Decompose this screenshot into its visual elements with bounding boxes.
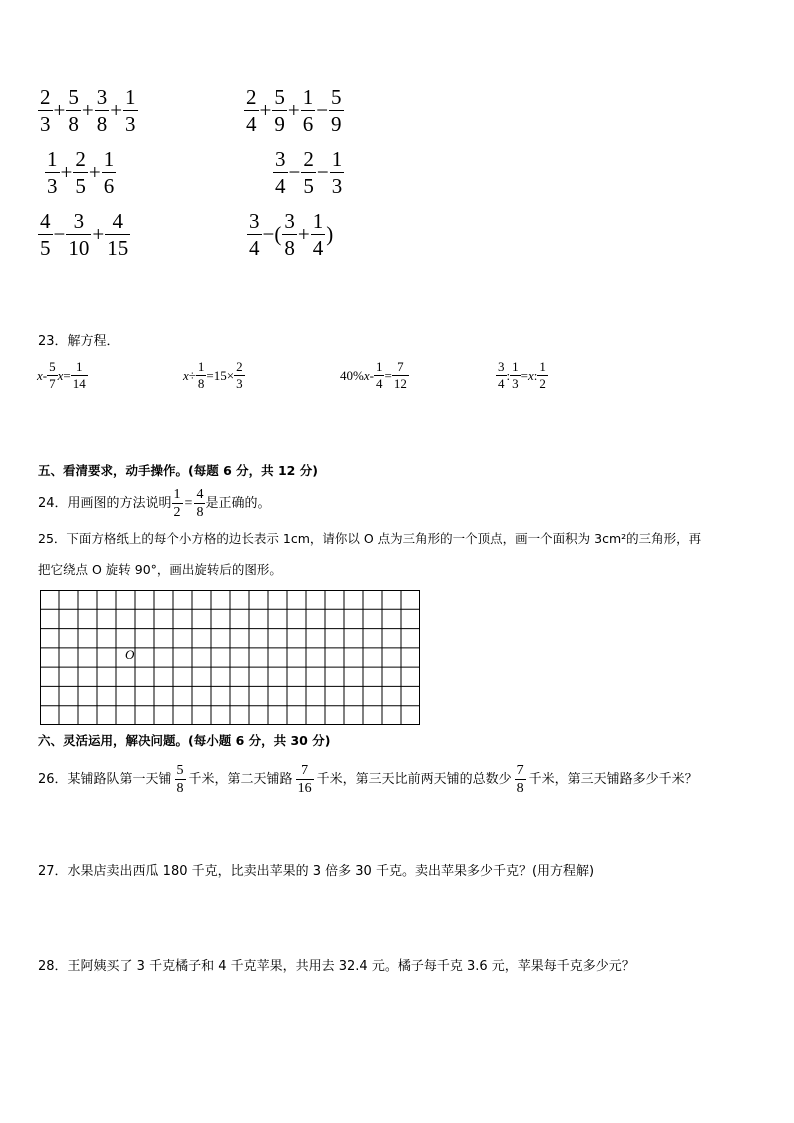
operator: − xyxy=(53,222,66,246)
fraction: $\frac{5}{9}$ xyxy=(331,85,342,136)
operator: + xyxy=(110,98,123,122)
operator: −( xyxy=(262,222,282,246)
fraction: $\frac{2}{3}$ xyxy=(236,359,243,391)
fraction: $\frac{3}{10}$ xyxy=(68,209,90,260)
operator: + xyxy=(297,222,310,246)
fraction: $\frac{1}{3}$ xyxy=(47,147,58,198)
fraction: $\frac{1}{2}$ xyxy=(539,359,546,391)
operator: − xyxy=(288,160,301,184)
q25-line2: 把它绕点 O 旋转 90°，画出旋转后的图形。 xyxy=(38,562,282,577)
calc-row3-right xyxy=(247,208,334,261)
fraction: $\frac{4}{5}$ xyxy=(40,209,51,260)
section5-heading: 五、看清要求，动手操作。(每题 6 分，共 12 分) xyxy=(38,463,318,478)
q23-equation-4: $\frac{3}{4}$ : $\frac{1}{3}$ = x : $\frac{1}{2}$ xyxy=(498,359,546,391)
fraction: $\frac{2}{4}$ xyxy=(246,85,257,136)
operator: ) xyxy=(326,222,334,246)
fraction: $\frac{1}{3}$ xyxy=(512,359,519,391)
fraction: $\frac{2}{5}$ xyxy=(303,147,314,198)
q24-text-post: 是正确的。 xyxy=(205,495,271,511)
fraction: $\frac{2}{5}$ xyxy=(75,147,86,198)
fraction: $\frac{4}{15}$ xyxy=(107,209,129,260)
grid-paper[interactable] xyxy=(40,590,420,725)
fraction: $\frac{3}{4}$ xyxy=(249,209,260,260)
fraction: $\frac{1}{6}$ xyxy=(103,147,115,198)
fraction: $\frac{1}{4}$ xyxy=(312,209,324,260)
q24-text-pre: 24．用画图的方法说明 xyxy=(38,495,172,511)
q23-title: 23．解方程． xyxy=(38,334,120,349)
point-o-label: O xyxy=(125,647,135,662)
q27: 27．水果店卖出西瓜 180 千克，比卖出苹果的 3 倍多 30 千克。卖出苹果多少千克？(用方程解) xyxy=(38,864,595,879)
calc-row3-left xyxy=(38,208,130,261)
q24: 24．用画图的方法说明 $\frac{1}{2}$ = $\frac{4}{8}$ 是正确的。 xyxy=(38,487,271,520)
fraction: $\frac{5}{7}$ xyxy=(49,359,56,391)
fraction: $\frac{4}{8}$ xyxy=(196,487,204,520)
fraction: $\frac{1}{3}$ xyxy=(331,147,343,198)
fraction: $\frac{1}{3}$ xyxy=(125,85,136,136)
calc-row1-right xyxy=(244,84,344,137)
q23-equation-1: x - $\frac{5}{7}$ x = $\frac{1}{14}$ xyxy=(37,359,86,391)
fraction: $\frac{7}{16}$ xyxy=(297,763,312,796)
operator: + xyxy=(92,222,105,246)
fraction: $\frac{1}{14}$ xyxy=(72,359,86,391)
operator: + xyxy=(287,98,300,122)
q26: 26．某铺路队第一天铺 $\frac{5}{8}$ 千米，第二天铺路 $\frac{7}{16}$ 千米，第三天比前两天铺的总数少 $\frac{7}{8}$ 千米，第三天铺路多少千米？ xyxy=(38,763,698,796)
fraction: $\frac{5}{9}$ xyxy=(274,85,285,136)
fraction: $\frac{1}{6}$ xyxy=(302,85,314,136)
q23-equation-2: x ÷ $\frac{1}{8}$ =15× $\frac{2}{3}$ xyxy=(183,359,243,391)
q23-equation-3: 40% x - $\frac{1}{4}$ = $\frac{7}{12}$ xyxy=(340,359,407,391)
calc-row2-right xyxy=(273,146,344,199)
fraction: $\frac{7}{8}$ xyxy=(516,763,524,796)
fraction: $\frac{1}{2}$ xyxy=(173,487,181,520)
section6-heading: 六、灵活运用，解决问题。(每小题 6 分，共 30 分) xyxy=(38,733,331,748)
fraction: $\frac{1}{4}$ xyxy=(375,359,383,391)
fraction: $\frac{3}{4}$ xyxy=(275,147,286,198)
operator: − xyxy=(316,160,329,184)
q28: 28．王阿姨买了 3 千克橘子和 4 千克苹果，共用去 32.4 元。橘子每千克 3.6 元，苹果每千克多少元？ xyxy=(38,959,635,974)
fraction: $\frac{1}{8}$ xyxy=(197,359,205,391)
calc-row2-left xyxy=(45,146,116,199)
calc-row1-left xyxy=(38,84,138,137)
fraction: $\frac{3}{4}$ xyxy=(498,359,505,391)
operator: + xyxy=(88,160,101,184)
operator: + xyxy=(60,160,73,184)
grid-lines xyxy=(40,590,420,725)
operator: + xyxy=(53,98,66,122)
operator: + xyxy=(259,98,272,122)
operator: + xyxy=(81,98,94,122)
fraction: $\frac{3}{8}$ xyxy=(96,85,108,136)
q25-line1: 25．下面方格纸上的每个小方格的边长表示 1cm，请你以 O 点为三角形的一个顶点，画一个面积为 3cm²的三角形，再 xyxy=(38,531,702,546)
fraction: $\frac{3}{8}$ xyxy=(284,209,295,260)
fraction: $\frac{5}{8}$ xyxy=(68,85,79,136)
fraction: $\frac{2}{3}$ xyxy=(40,85,51,136)
operator: − xyxy=(316,98,329,122)
fraction: $\frac{7}{12}$ xyxy=(393,359,407,391)
fraction: $\frac{5}{8}$ xyxy=(176,763,184,796)
